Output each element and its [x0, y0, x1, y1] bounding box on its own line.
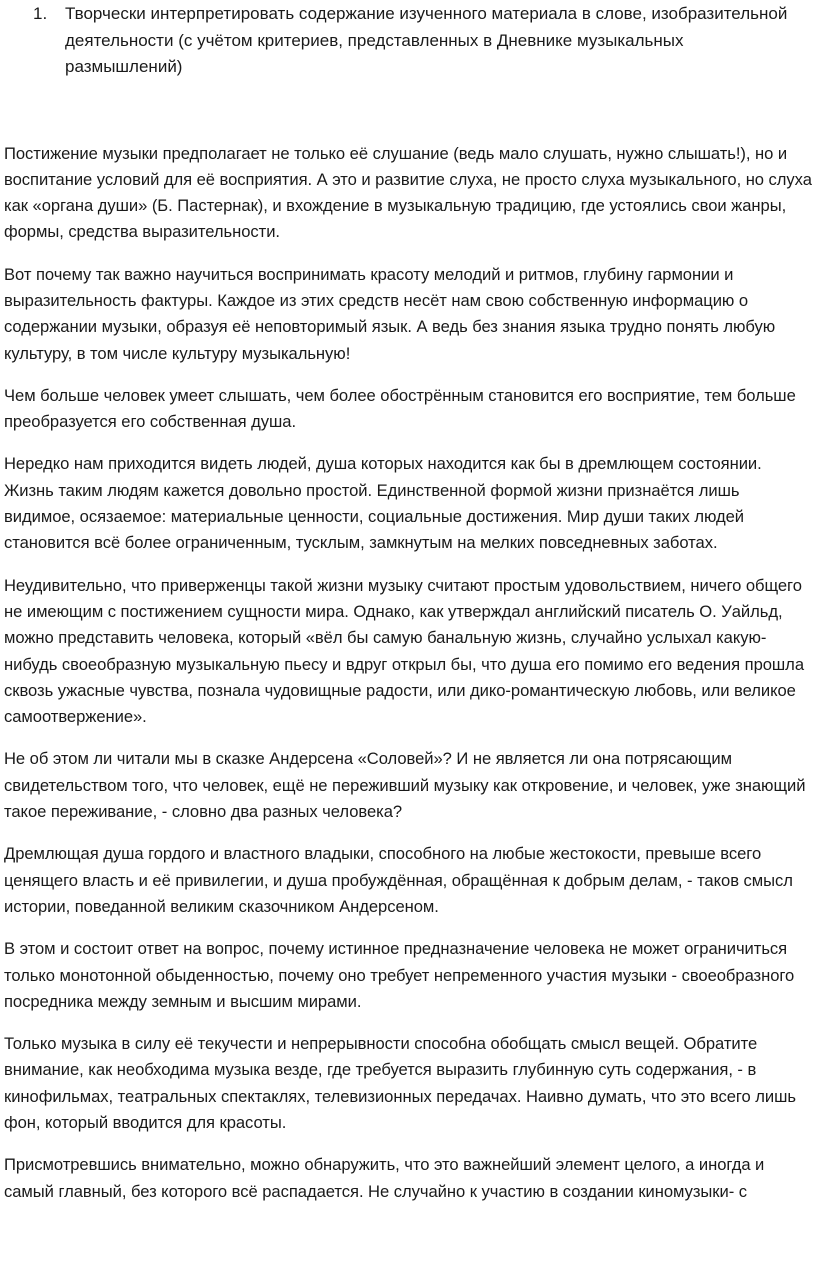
paragraph: Дремлющая душа гордого и властного владыки, способного на любые жестокости, превыше всего ценящего власть и её привилегии, и душа пробуждённая, обращённая к добрым делам, - таков смысл истории, поведанной великим сказочником Андерсеном. — [4, 844, 793, 916]
body-text — [4, 141, 812, 1205]
task-number: 1. — [33, 4, 48, 23]
paragraph: Чем больше человек умеет слышать, чем более обострённым становится его восприятие, тем больше преобразуется его собственная душа. — [4, 385, 796, 432]
paragraph: Только музыка в силу её текучести и непрерывности способна обобщать смысл вещей. Обратите внимание, как необходима музыка везде, где требуется выразить глубинную суть содержания, - в кинофильмах, театральных спектаклях, телевизионных передачах. Наивно думать, что это всего лишь фон, который вводится для красоты. — [4, 1034, 796, 1132]
paragraph: Вот почему так важно научиться воспринимать красоту мелодий и ритмов, глубину гармонии и выразительность фактуры. Каждое из этих средств несёт нам свою собственную информацию о содержании музыки, образуя её неповторимый язык. А ведь без знания языка трудно понять любую культуру, в том числе культуру музыкальную! — [4, 264, 776, 363]
paragraph: Неудивительно, что приверженцы такой жизни музыку считают простым удовольствием, ничего общего не имеющим с постижением сущности мира. Однако, как утверждал английский писатель О. Уайльд, можно представить человека, который «вёл бы самую банальную жизнь, случайно услыхал какую-нибудь своеобразную музыкальную пьесу и вдруг открыл бы, что душа его помимо его ведения прошла сквозь ужасные чувства, познала чудовищные радости, или дико-романтическую любовь, или великое самоотвержение». — [4, 575, 804, 727]
paragraph: Не об этом ли читали мы в сказке Андерсена «Соловей»? И не является ли она потрясающим свидетельством того, что человек, ещё не переживший музыку как откровение, и человек, уже знающий такое переживание, - словно два разных человека? — [4, 749, 806, 822]
task-text: Творчески интерпретировать содержание изученного материала в слове, изобразительной деятельности (с учётом критериев, представленных в Дневнике музыкальных размышлений) — [65, 4, 788, 76]
paragraph: Присмотревшись внимательно, можно обнаружить, что это важнейший элемент целого, а иногда и самый главный, без которого всё распадается. Не случайно к участию в создании киномузыки- с — [4, 1155, 765, 1201]
paragraph: Нередко нам приходится видеть людей, душа которых находится как бы в дремлющем состоянии. Жизнь таким людям кажется довольно простой. Единственной формой жизни признаётся лишь видимое, осязаемое: материальные ценности, социальные достижения. Мир души таких людей становится всё более ограниченным, тусклым, замкнутым на мелких повседневных заботах. — [4, 454, 762, 553]
numbered-task-item — [4, 1, 812, 81]
paragraph: В этом и состоит ответ на вопрос, почему истинное предназначение человека не может ограничиться только монотонной обыденностью, почему оно требует непременного участия музыки - своеобразного посредника между земным и высшим мирами. — [4, 939, 795, 1011]
paragraph: Постижение музыки предполагает не только её слушание (ведь мало слушать, нужно слышать!), но и воспитание условий для её восприятия. А это и развитие слуха, не просто слуха музыкального, но слуха как «органа души» (Б. Пастернак), и вхождение в музыкальную традицию, где устоялись свои жанры, формы, средства выразительности. — [4, 143, 812, 242]
